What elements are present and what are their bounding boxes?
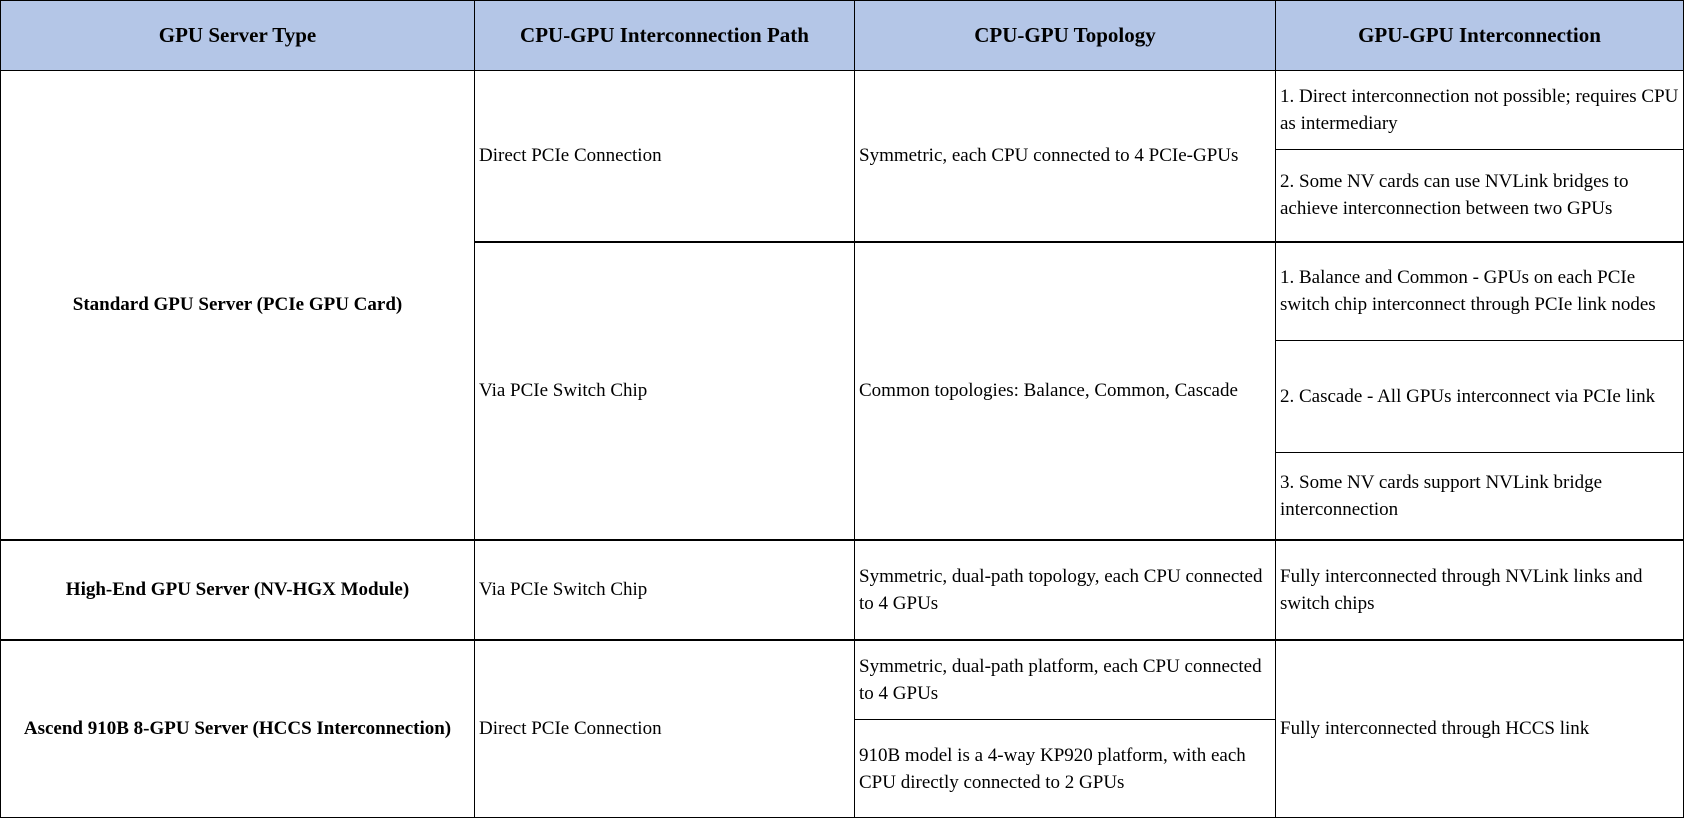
ascend-topology-2: 910B model is a 4-way KP920 platform, with each CPU directly connected to 2 GPUs [855, 720, 1276, 818]
header-gpu-server-type: GPU Server Type [1, 1, 475, 71]
standard-switch-gpu-gpu-2: 2. Cascade - All GPUs interconnect via PCIe link [1276, 341, 1684, 453]
standard-switch-topology: Common topologies: Balance, Common, Cascade [855, 242, 1276, 540]
high-end-server-type: High-End GPU Server (NV-HGX Module) [1, 540, 475, 640]
standard-switch-gpu-gpu-1: 1. Balance and Common - GPUs on each PCIe switch chip interconnect through PCIe link nodes [1276, 242, 1684, 341]
standard-switch-path: Via PCIe Switch Chip [475, 242, 855, 540]
ascend-gpu-gpu: Fully interconnected through HCCS link [1276, 640, 1684, 818]
ascend-topology-1: Symmetric, dual-path platform, each CPU connected to 4 GPUs [855, 640, 1276, 720]
high-end-path: Via PCIe Switch Chip [475, 540, 855, 640]
standard-direct-path: Direct PCIe Connection [475, 71, 855, 242]
table-row [1, 640, 1684, 720]
standard-direct-gpu-gpu-1: 1. Direct interconnection not possible; requires CPU as intermediary [1276, 71, 1684, 150]
header-row [1, 1, 1684, 71]
ascend-server-type: Ascend 910B 8-GPU Server (HCCS Interconnection) [1, 640, 475, 818]
standard-direct-topology: Symmetric, each CPU connected to 4 PCIe-GPUs [855, 71, 1276, 242]
standard-switch-gpu-gpu-3: 3. Some NV cards support NVLink bridge interconnection [1276, 453, 1684, 540]
high-end-topology: Symmetric, dual-path topology, each CPU connected to 4 GPUs [855, 540, 1276, 640]
standard-server-type: Standard GPU Server (PCIe GPU Card) [1, 71, 475, 540]
header-cpu-gpu-topology: CPU-GPU Topology [855, 1, 1276, 71]
header-cpu-gpu-path: CPU-GPU Interconnection Path [475, 1, 855, 71]
table-row [1, 71, 1684, 150]
table-row [1, 540, 1684, 640]
header-gpu-gpu-interconnect: GPU-GPU Interconnection [1276, 1, 1684, 71]
standard-direct-gpu-gpu-2: 2. Some NV cards can use NVLink bridges to achieve interconnection between two GPUs [1276, 150, 1684, 242]
ascend-path: Direct PCIe Connection [475, 640, 855, 818]
high-end-gpu-gpu: Fully interconnected through NVLink links and switch chips [1276, 540, 1684, 640]
